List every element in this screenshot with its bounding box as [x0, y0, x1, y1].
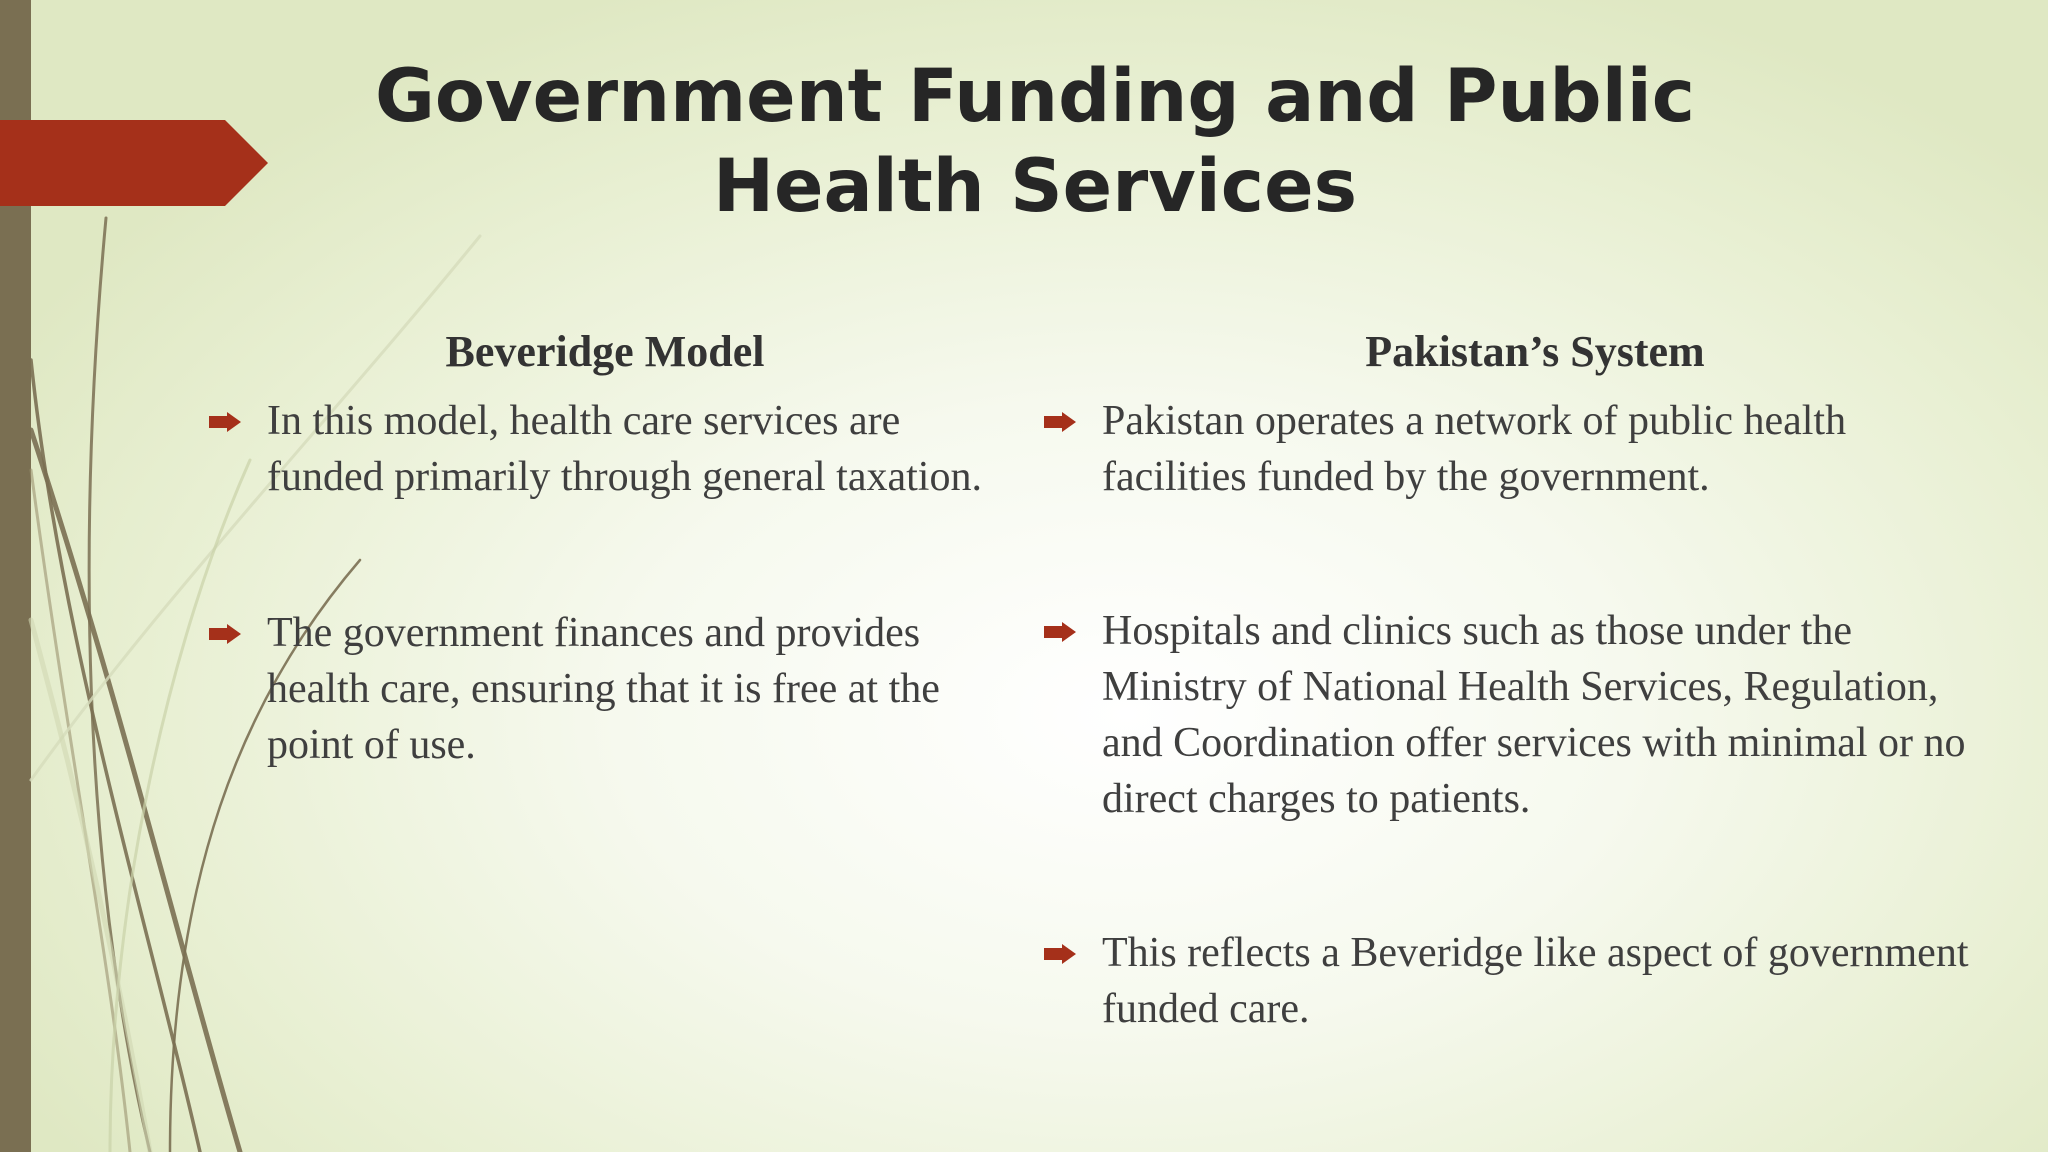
arrow-right-icon: [1044, 944, 1076, 964]
list-item: [205, 393, 1005, 505]
list-item: [205, 605, 1005, 773]
arrow-right-icon: [1044, 412, 1076, 432]
column-heading-pakistan: Pakistan’s System: [1365, 327, 1705, 376]
list-item: [1040, 393, 1970, 505]
bullet-text: This reflects a Beveridge like aspect of government funded care.: [1102, 930, 1969, 1032]
arrow-right-icon: [209, 412, 241, 432]
bullet-text: The government finances and provides health care, ensuring that it is free at the point of use.: [267, 610, 940, 768]
beveridge-bullet-list: [205, 393, 1005, 773]
title-accent-arrow: [0, 120, 270, 206]
bullet-text: Hospitals and clinics such as those under the Ministry of National Health Services, Regulation, and Coordination offer services with minimal or no direct charges to patients.: [1102, 608, 1966, 822]
pakistan-system-column: [1040, 325, 1970, 1037]
list-item: [1040, 603, 1970, 827]
pakistan-bullet-list: [1040, 393, 1970, 1037]
column-heading-beveridge: Beveridge Model: [445, 327, 765, 376]
slide-title: Government Funding and Public Health Services: [374, 54, 1696, 229]
arrow-right-icon: [1044, 622, 1076, 642]
beveridge-model-column: [205, 325, 1005, 773]
arrow-right-icon: [209, 624, 241, 644]
list-item: [1040, 925, 1970, 1037]
bullet-text: In this model, health care services are funded primarily through general taxation.: [267, 398, 982, 500]
bullet-text: Pakistan operates a network of public health facilities funded by the government.: [1102, 398, 1847, 500]
